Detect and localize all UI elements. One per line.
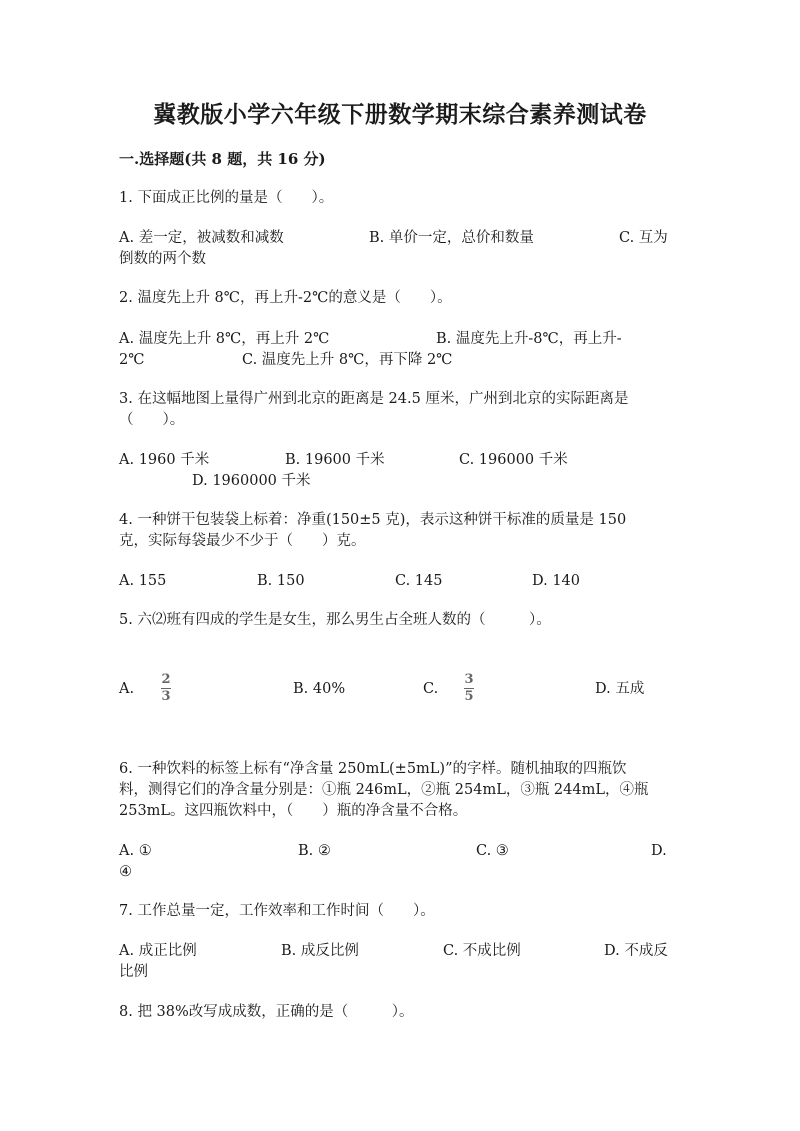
question-4-stem-line-1: 4. 一种饼干包装袋上标着：净重(150±5 克)，表示这种饼干标准的质量是 150 — [119, 512, 627, 528]
question-6-stem-line-1: 6. 一种饮料的标签上标有“净含量 250mL(±5mL)”的字样。随机抽取的四瓶饮 — [119, 761, 627, 777]
question-2-option-b-cont: 2℃ — [119, 352, 145, 368]
question-1-option-c-cont: 倒数的两个数 — [119, 251, 206, 267]
question-4-option-a[interactable]: A. 155 — [119, 573, 167, 589]
question-7-option-d[interactable]: D. 不成反 — [604, 943, 668, 959]
question-3-stem-line-1: 3. 在这幅地图上量得广州到北京的距离是 24.5 厘米，广州到北京的实际距离是 — [119, 391, 629, 407]
question-4-stem-line-2: 克，实际每袋最少不少于（ ）克。 — [119, 533, 366, 549]
question-5-stem: 5. 六⑵班有四成的学生是女生，那么男生占全班人数的（ ）。 — [119, 612, 551, 628]
question-3-option-a[interactable]: A. 1960 千米 — [119, 452, 210, 468]
question-5-fraction-c — [464, 673, 474, 704]
question-2-stem: 2. 温度先上升 8℃，再上升-2℃的意义是（ ）。 — [119, 290, 452, 306]
question-5-option-b[interactable]: B. 40% — [293, 681, 346, 697]
question-4-option-d[interactable]: D. 140 — [532, 573, 581, 589]
question-2-option-b[interactable]: B. 温度先上升-8℃，再上升- — [436, 331, 622, 347]
fraction-numerator: 3 — [464, 672, 474, 687]
question-7-option-a[interactable]: A. 成正比例 — [119, 943, 197, 959]
question-1-option-c[interactable]: C. 互为 — [619, 230, 668, 246]
section-heading: 一.选择题(共 8 题，共 16 分) — [119, 150, 326, 168]
question-5-option-d[interactable]: D. 五成 — [595, 681, 645, 697]
question-6-stem-line-2: 料，测得它们的净含量分别是：①瓶 246mL，②瓶 254mL，③瓶 244mL，④瓶 — [119, 782, 649, 798]
question-3-option-b[interactable]: B. 19600 千米 — [285, 452, 385, 468]
question-6-option-b[interactable]: B. ② — [298, 843, 331, 859]
question-4-option-c[interactable]: C. 145 — [395, 573, 443, 589]
question-2-option-a[interactable]: A. 温度先上升 8℃，再上升 2℃ — [119, 331, 330, 347]
fraction-numerator: 2 — [161, 672, 171, 687]
fraction-denominator: 5 — [464, 689, 474, 704]
question-7-option-d-cont: 比例 — [119, 964, 148, 980]
question-6-option-d-cont: ④ — [119, 864, 132, 880]
question-2-option-c[interactable]: C. 温度先上升 8℃，再下降 2℃ — [242, 352, 453, 368]
question-3-stem-line-2: （ ）。 — [119, 412, 185, 428]
question-6-option-a[interactable]: A. ① — [119, 843, 152, 859]
question-3-option-c[interactable]: C. 196000 千米 — [459, 452, 568, 468]
question-6-stem-line-3: 253mL。这四瓶饮料中，（ ）瓶的净含量不合格。 — [119, 803, 468, 819]
question-4-option-b[interactable]: B. 150 — [257, 573, 305, 589]
question-1-option-b[interactable]: B. 单价一定，总价和数量 — [369, 230, 534, 246]
question-7-option-c[interactable]: C. 不成比例 — [443, 943, 521, 959]
question-7-option-b[interactable]: B. 成反比例 — [281, 943, 359, 959]
question-8-stem: 8. 把 38%改写成成数，正确的是（ ）。 — [119, 1004, 414, 1020]
question-5-option-c[interactable]: C. — [423, 681, 439, 697]
question-5-option-a[interactable]: A. — [119, 681, 135, 697]
question-3-option-d[interactable]: D. 1960000 千米 — [192, 473, 311, 489]
question-5-fraction-a — [161, 673, 171, 704]
page-title: 冀教版小学六年级下册数学期末综合素养测试卷 — [153, 101, 647, 128]
question-1-option-a[interactable]: A. 差一定，被减数和减数 — [119, 230, 284, 246]
question-7-stem: 7. 工作总量一定，工作效率和工作时间（ ）。 — [119, 903, 435, 919]
fraction-denominator: 3 — [161, 689, 171, 704]
question-1-stem: 1. 下面成正比例的量是（ ）。 — [119, 190, 334, 206]
question-6-option-c[interactable]: C. ③ — [476, 843, 509, 859]
question-6-option-d[interactable]: D. — [651, 843, 667, 859]
